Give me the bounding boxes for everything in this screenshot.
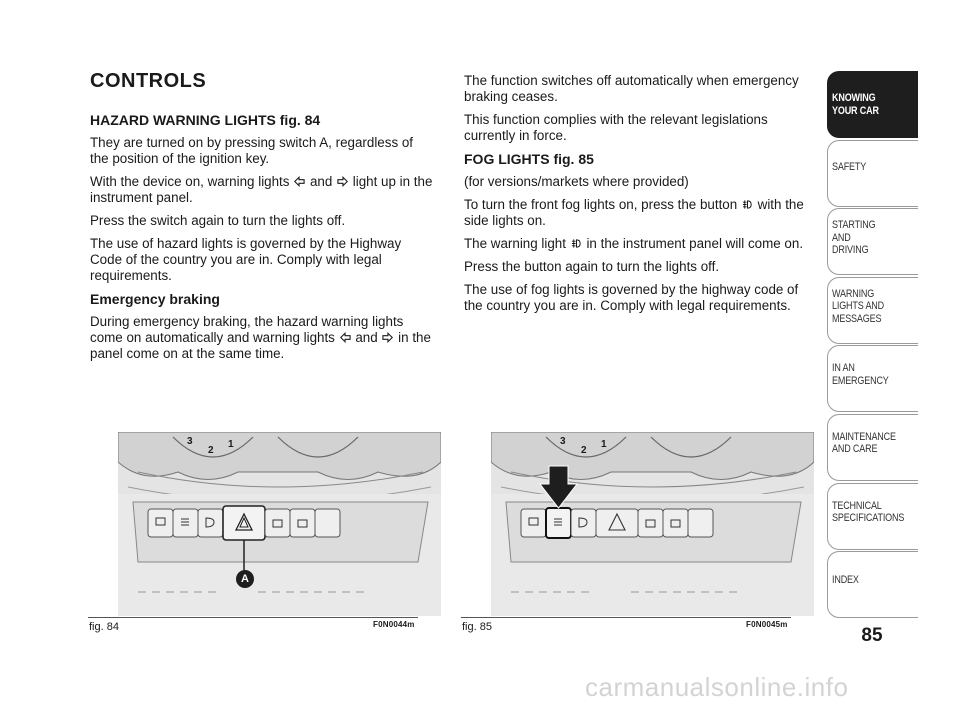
figure-84-image	[118, 432, 441, 616]
turn-left-icon	[294, 176, 305, 187]
section-title: CONTROLS	[90, 70, 207, 92]
tab-label: KNOWING YOUR CAR	[832, 92, 879, 117]
left-column	[90, 112, 435, 369]
hazard-paragraph-4: The use of hazard lights is governed by the Highway Code of the country you are in. Comply with legal requirements.	[90, 236, 402, 283]
right-paragraph-1: The function switches off automatically when emergency braking ceases.	[464, 73, 799, 104]
fog-p1-before: To turn the front fog lights on, press the button	[464, 197, 738, 212]
figure-84-rule	[88, 617, 418, 618]
hazard-paragraph-2	[90, 174, 435, 206]
tab-index[interactable]	[827, 551, 918, 618]
dial-label-2: 2	[208, 445, 214, 456]
tab-label: MAINTENANCE AND CARE	[832, 430, 896, 456]
tab-label: IN AN EMERGENCY	[832, 362, 889, 387]
figure-85-image	[491, 432, 814, 616]
hazard-paragraph-1: They are turned on by pressing switch A, regardless of the position of the ignition key.	[90, 135, 414, 166]
fog-p2-after: in the instrument panel will come on.	[586, 236, 804, 251]
tab-technical-specifications[interactable]	[827, 483, 918, 550]
dial-label-3: 3	[187, 436, 193, 447]
dial-label-1: 1	[228, 439, 234, 450]
turn-left-icon	[340, 332, 351, 343]
dial-label-2: 2	[581, 445, 587, 456]
callout-a-badge	[236, 570, 254, 588]
fog-paragraph-2	[464, 236, 816, 252]
tab-warning-lights-and-messages[interactable]	[827, 277, 918, 344]
fog-p1-after: with the side lights on.	[464, 197, 804, 228]
chapter-tabs	[827, 71, 918, 620]
fog-light-icon	[571, 238, 582, 249]
dashboard-switch-panel-illustration	[118, 432, 441, 616]
figure-85-code: F0N0045m	[746, 620, 788, 629]
braking-after: in the panel come on at the same time.	[90, 330, 431, 361]
fog-heading: FOG LIGHTS fig. 85	[464, 151, 594, 167]
page-number: 85	[861, 625, 883, 646]
tab-in-an-emergency[interactable]	[827, 345, 918, 412]
tab-label: WARNING LIGHTS AND MESSAGES	[832, 287, 884, 325]
fog-paragraph-1	[464, 197, 816, 229]
braking-paragraph	[90, 314, 435, 362]
tab-label: TECHNICAL SPECIFICATIONS	[832, 499, 905, 525]
dial-label-3: 3	[560, 436, 566, 447]
fog-note: (for versions/markets where provided)	[464, 174, 689, 189]
tab-label: SAFETY	[832, 160, 867, 173]
right-column	[464, 73, 816, 321]
hazard-paragraph-3: Press the switch again to turn the lights off.	[90, 213, 346, 228]
hazard-p2-before: With the device on, warning lights	[90, 174, 290, 189]
callout-a-label: A	[241, 573, 249, 585]
tab-maintenance-and-care[interactable]	[827, 414, 918, 481]
braking-mid: and	[355, 330, 378, 345]
tab-knowing-your-car[interactable]	[827, 71, 918, 138]
figure-84-code: F0N0044m	[373, 620, 415, 629]
right-paragraph-2: This function complies with the relevant legislations currently in force.	[464, 112, 768, 143]
braking-before: During emergency braking, the hazard warning lights come on automatically and warning lights	[90, 314, 404, 345]
hazard-p2-after: light up in the instrument panel.	[90, 174, 433, 205]
fog-paragraph-4: The use of fog lights is governed by the highway code of the country you are in. Comply with legal requirements.	[464, 282, 799, 313]
figure-85-rule	[461, 617, 791, 618]
turn-right-icon	[337, 176, 348, 187]
tab-starting-and-driving[interactable]	[827, 208, 918, 275]
figure-85-label: fig. 85	[462, 621, 492, 633]
dial-label-1: 1	[601, 439, 607, 450]
tab-label: INDEX	[832, 574, 859, 587]
hazard-heading: HAZARD WARNING LIGHTS fig. 84	[90, 112, 321, 128]
watermark: carmanualsonline.info	[585, 672, 849, 702]
fog-p2-before: The warning light	[464, 236, 566, 251]
figure-84-label: fig. 84	[89, 621, 119, 633]
hazard-p2-mid: and	[309, 174, 333, 189]
turn-right-icon	[382, 332, 393, 343]
dashboard-fog-switch-illustration	[491, 432, 814, 616]
tab-safety[interactable]	[827, 140, 918, 207]
fog-paragraph-3: Press the button again to turn the lights off.	[464, 259, 720, 274]
fog-light-icon	[742, 199, 753, 210]
braking-heading: Emergency braking	[90, 291, 220, 307]
tab-label: STARTING AND DRIVING	[832, 219, 876, 257]
